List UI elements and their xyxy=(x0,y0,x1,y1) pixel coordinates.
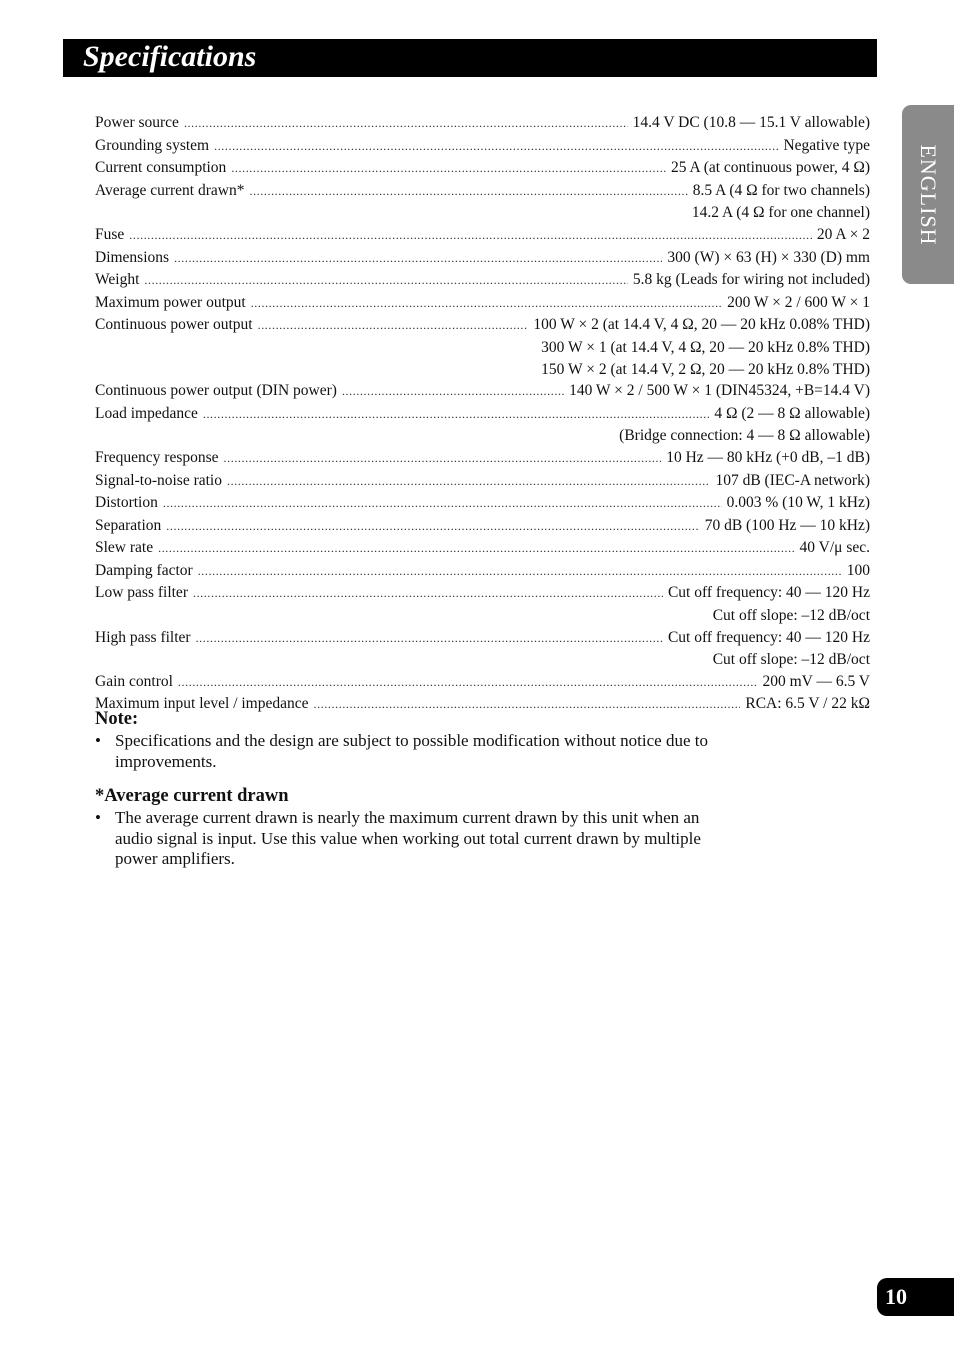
note-text: Specifications and the design are subject to possible modification without notice due to improvements. xyxy=(115,731,708,771)
spec-row xyxy=(95,247,870,270)
spec-value: 100 xyxy=(846,561,870,579)
spec-row xyxy=(95,180,870,203)
notes-section xyxy=(95,707,715,870)
spec-row xyxy=(95,447,870,470)
spec-label: Fuse xyxy=(95,225,125,243)
page-number-tab xyxy=(877,1278,954,1316)
spec-row xyxy=(95,135,870,158)
spec-label: Dimensions xyxy=(95,248,170,266)
average-current-heading: *Average current drawn xyxy=(95,786,289,806)
spec-label: Current consumption xyxy=(95,159,227,177)
spec-label: Weight xyxy=(95,271,140,289)
spec-value: 100 W × 2 (at 14.4 V, 4 Ω, 20 — 20 kHz 0.08% THD) xyxy=(533,316,870,334)
language-tab xyxy=(902,105,954,284)
spec-value: 140 W × 2 / 500 W × 1 (DIN45324, +B=14.4 V) xyxy=(569,382,870,400)
spec-label: Maximum power output xyxy=(95,293,246,311)
dot-leader xyxy=(258,315,529,337)
spec-value-continuation: 300 W × 1 (at 14.4 V, 4 Ω, 20 — 20 kHz 0.8% THD) xyxy=(541,338,870,356)
spec-value-continuation: 14.2 A (4 Ω for one channel) xyxy=(691,204,870,222)
spec-value: 10 Hz — 80 kHz (+0 dB, –1 dB) xyxy=(666,448,870,466)
spec-value: 300 (W) × 63 (H) × 330 (D) mm xyxy=(667,248,870,266)
spec-row xyxy=(95,112,870,135)
spec-label: Gain control xyxy=(95,672,173,690)
dot-leader xyxy=(129,225,812,247)
bullet-mark: • xyxy=(95,808,101,827)
spec-value: Cut off frequency: 40 — 120 Hz xyxy=(667,584,870,602)
spec-value: 200 W × 2 / 600 W × 1 xyxy=(727,293,870,311)
dot-leader xyxy=(231,158,666,180)
dot-leader xyxy=(203,404,710,426)
spec-row xyxy=(95,157,870,180)
spec-row xyxy=(95,582,870,605)
dot-leader xyxy=(193,583,663,605)
spec-value: RCA: 6.5 V / 22 kΩ xyxy=(745,695,870,713)
spec-label: Separation xyxy=(95,516,162,534)
spec-label: Average current drawn* xyxy=(95,181,245,199)
spec-row xyxy=(95,292,870,315)
specifications-list xyxy=(95,112,870,716)
spec-value-continuation: Cut off slope: –12 dB/oct xyxy=(712,607,870,625)
spec-row xyxy=(95,627,870,650)
spec-row xyxy=(95,671,870,694)
spec-value: 25 A (at continuous power, 4 Ω) xyxy=(670,159,870,177)
dot-leader xyxy=(214,136,778,158)
spec-row xyxy=(95,403,870,426)
dot-leader xyxy=(158,538,794,560)
spec-label: Maximum input level / impedance xyxy=(95,695,309,713)
spec-label: Continuous power output xyxy=(95,316,253,334)
average-current-text: The average current drawn is nearly the maximum current drawn by this unit when an audio signal is input. Use this value when working out total current drawn by multiple power amplifiers. xyxy=(115,808,701,868)
spec-label: Continuous power output (DIN power) xyxy=(95,382,337,400)
spec-value: 8.5 A (4 Ω for two channels) xyxy=(692,181,870,199)
spec-label: Frequency response xyxy=(95,448,219,466)
spec-value: 4 Ω (2 — 8 Ω allowable) xyxy=(714,404,870,422)
spec-label: High pass filter xyxy=(95,628,191,646)
dot-leader xyxy=(144,270,627,292)
dot-leader xyxy=(251,293,722,315)
page-number: 10 xyxy=(885,1284,907,1309)
spec-value: 14.4 V DC (10.8 — 15.1 V allowable) xyxy=(632,114,870,131)
title-bar xyxy=(63,39,877,77)
spec-label: Grounding system xyxy=(95,136,210,154)
dot-leader xyxy=(166,516,699,538)
spec-value: 0.003 % (10 W, 1 kHz) xyxy=(726,494,870,512)
dot-leader xyxy=(198,561,842,583)
spec-row xyxy=(95,224,870,247)
spec-row xyxy=(95,470,870,493)
spec-value: 70 dB (100 Hz — 10 kHz) xyxy=(704,516,870,534)
spec-row xyxy=(95,515,870,538)
spec-value: 5.8 kg (Leads for wiring not included) xyxy=(632,271,870,289)
spec-label: Signal-to-noise ratio xyxy=(95,471,222,489)
spec-value-continuation: 150 W × 2 (at 14.4 V, 2 Ω, 20 — 20 kHz 0.8% THD) xyxy=(541,360,870,378)
dot-leader xyxy=(196,628,663,650)
note-heading: Note: xyxy=(95,709,139,729)
spec-value: Cut off frequency: 40 — 120 Hz xyxy=(667,628,870,646)
dot-leader xyxy=(342,381,564,403)
spec-row xyxy=(95,560,870,583)
dot-leader xyxy=(249,181,687,203)
note-item xyxy=(95,731,715,772)
page-title: Specifications xyxy=(83,40,257,73)
dot-leader xyxy=(224,448,662,470)
dot-leader xyxy=(227,471,710,493)
spec-label: Power source xyxy=(95,114,179,131)
spec-label: Distortion xyxy=(95,494,158,512)
average-current-item xyxy=(95,808,715,870)
spec-value: 200 mV — 6.5 V xyxy=(762,672,870,690)
dot-leader xyxy=(174,248,662,270)
bullet-mark: • xyxy=(95,731,101,750)
dot-leader xyxy=(178,672,758,694)
spec-label: Slew rate xyxy=(95,539,154,557)
spec-row xyxy=(95,380,870,403)
spec-value-continuation: Cut off slope: –12 dB/oct xyxy=(712,651,870,669)
spec-label: Low pass filter xyxy=(95,584,188,602)
spec-value: 20 A × 2 xyxy=(816,225,870,243)
spec-row xyxy=(95,537,870,560)
dot-leader xyxy=(184,113,628,135)
spec-row xyxy=(95,314,870,337)
spec-value: Negative type xyxy=(783,136,870,154)
spec-row xyxy=(95,492,870,515)
spec-label: Damping factor xyxy=(95,561,193,579)
dot-leader xyxy=(163,493,722,515)
spec-value: 40 V/μ sec. xyxy=(799,539,870,557)
spec-label: Load impedance xyxy=(95,404,198,422)
spec-value-continuation: (Bridge connection: 4 — 8 Ω allowable) xyxy=(619,427,870,445)
language-tab-label: ENGLISH xyxy=(916,143,941,246)
spec-value: 107 dB (IEC-A network) xyxy=(715,471,870,489)
spec-row xyxy=(95,269,870,292)
